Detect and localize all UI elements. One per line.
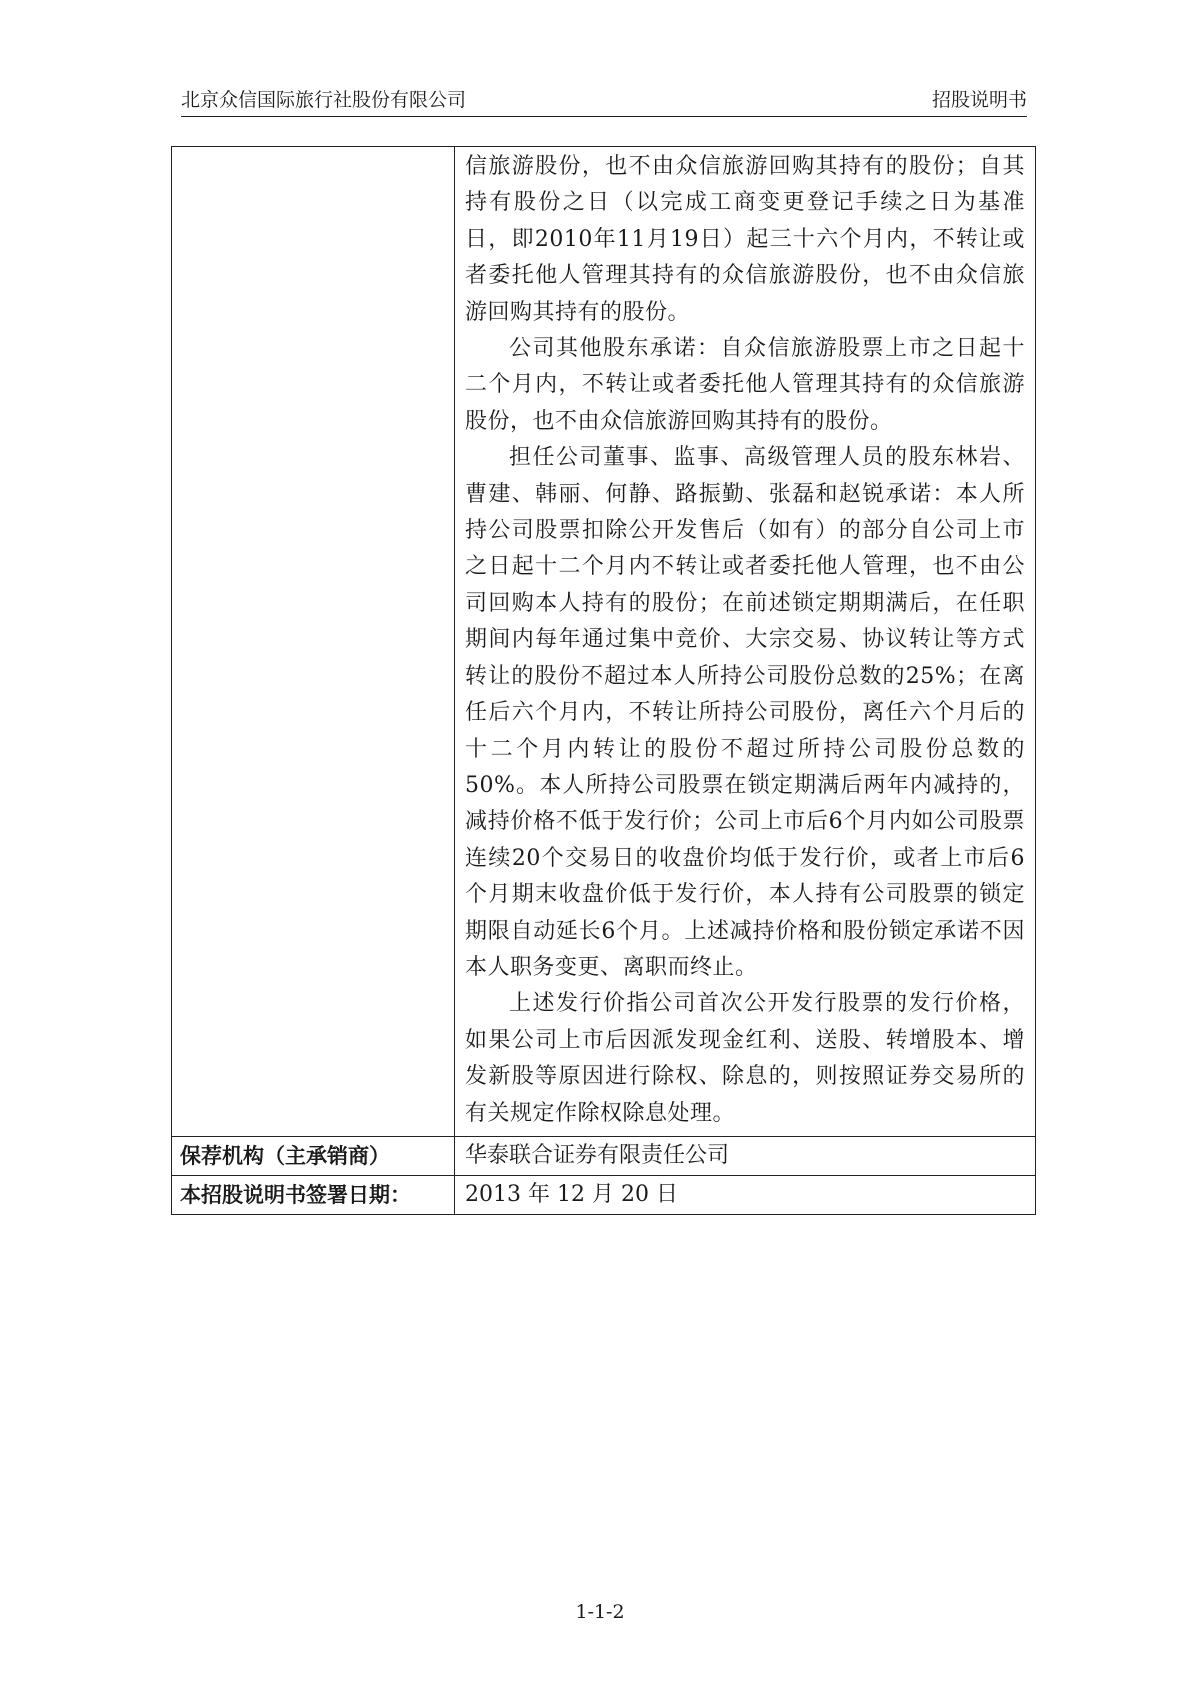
prospectus-info-table <box>171 146 1036 1215</box>
page-header <box>181 88 1027 117</box>
signing-date-label: 本招股说明书签署日期： <box>172 1175 455 1214</box>
header-company-name: 北京众信国际旅行社股份有限公司 <box>181 89 467 111</box>
commitments-label-cell <box>172 147 455 1137</box>
sponsor-value: 华泰联合证券有限责任公司 <box>455 1136 1036 1175</box>
page-number: 1-1-2 <box>575 1601 625 1623</box>
commitment-paragraph: 信旅游股份，也不由众信旅游回购其持有的股份；自其持有股份之日（以完成工商变更登记手续之日为基准日，即2010年11月19日）起三十六个月内，不转让或者委托他人管理其持有的众信旅游股份，也不由众信旅游回购其持有的股份。 <box>465 154 1025 325</box>
header-document-title: 招股说明书 <box>931 89 1027 111</box>
table-row-commitments <box>172 147 1036 1137</box>
commitment-paragraph: 公司其他股东承诺：自众信旅游股票上市之日起十二个月内，不转让或者委托他人管理其持有的众信旅游股份，也不由众信旅游回购其持有的股份。 <box>465 336 1025 434</box>
table-row-signing-date <box>172 1175 1036 1214</box>
commitment-paragraph: 上述发行价指公司首次公开发行股票的发行价格，如果公司上市后因派发现金红利、送股、转增股本、增发新股等原因进行除权、除息的，则按照证券交易所的有关规定作除权除息处理。 <box>465 991 1025 1126</box>
commitment-paragraph: 担任公司董事、监事、高级管理人员的股东林岩、曹建、韩丽、何静、路振勤、张磊和赵锐承诺：本人所持公司股票扣除公开发售后（如有）的部分自公司上市之日起十二个月内不转让或者委托他人管理，也不由公司回购本人持有的股份；在前述锁定期期满后，在任职期间内每年通过集中竞价、大宗交易、协议转让等方式转让的股份不超过本人所持公司股份总数的25%；在离任后六个月内，不转让所持公司股份，离任六个月后的十二个月内转让的股份不超过所持公司股份总数的50%。本人所持公司股票在锁定期满后两年内减持的，减持价格不低于发行价；公司上市后6个月内如公司股票连续20个交易日的收盘价均低于发行价，或者上市后6个月期末收盘价低于发行价，本人持有公司股票的锁定期限自动延长6个月。上述减持价格和股份锁定承诺不因本人职务变更、离职而终止。 <box>465 445 1025 980</box>
sponsor-label: 保荐机构（主承销商） <box>172 1136 455 1175</box>
commitments-content-cell <box>455 147 1036 1137</box>
signing-date-value: 2013 年 12 月 20 日 <box>455 1175 1036 1214</box>
table-row-sponsor <box>172 1136 1036 1175</box>
